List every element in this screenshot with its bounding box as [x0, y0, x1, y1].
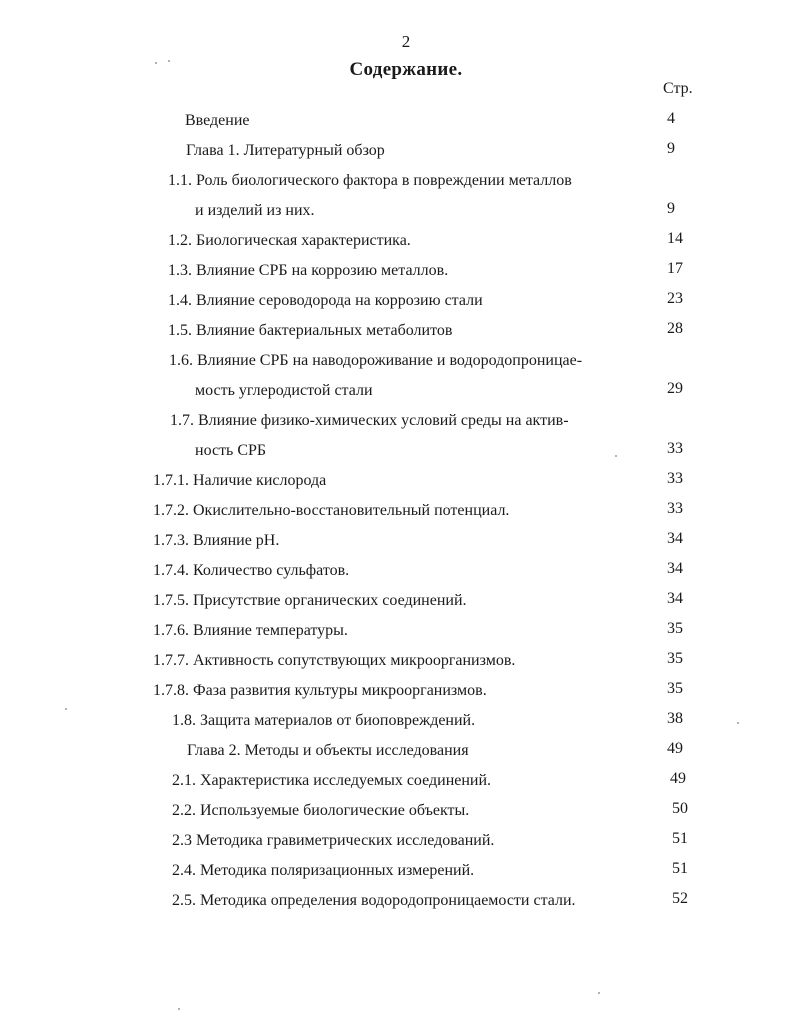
toc-entry-text: 1.7.6. Влияние температуры. — [153, 622, 348, 639]
toc-entry-text: 2.3 Методика гравиметрических исследований. — [172, 832, 495, 849]
toc-entry-text: 1.7. Влияние физико-химических условий среды на актив- — [170, 412, 569, 429]
scan-speck — [65, 708, 67, 710]
toc-entry-page: 50 — [672, 800, 688, 817]
toc-entry-text: 1.1. Роль биологического фактора в повреждении металлов — [168, 172, 572, 189]
toc-entry-page: 38 — [667, 710, 683, 727]
toc-entry-page: 28 — [667, 320, 683, 337]
toc-entry-text: 1.4. Влияние сероводорода на коррозию стали — [168, 292, 483, 309]
toc-entry-text: Введение — [185, 112, 250, 129]
toc-entry-page: 49 — [670, 770, 686, 787]
toc-entry-text: 1.7.2. Окислительно-восстановительный потенциал. — [153, 502, 510, 519]
document-title: Содержание. — [349, 59, 463, 80]
toc-entry-text: 2.1. Характеристика исследуемых соединений. — [172, 772, 492, 789]
toc-entry-page: 4 — [667, 110, 675, 127]
toc-entry-text: 1.7.8. Фаза развития культуры микроорганизмов. — [153, 682, 487, 699]
toc-entry-page: 35 — [667, 680, 683, 697]
toc-entry-text: 2.5. Методика определения водородопроницаемости стали. — [172, 892, 576, 909]
toc-entry-text: 2.4. Методика поляризационных измерений. — [172, 862, 475, 879]
toc-entry-page: 51 — [672, 830, 688, 847]
toc-entry-text: ность СРБ — [195, 442, 267, 459]
toc-entry-text: 1.3. Влияние СРБ на коррозию металлов. — [168, 262, 449, 279]
toc-entry-text: 1.7.7. Активность сопутствующих микроорганизмов. — [153, 652, 516, 669]
page-number: 2 — [401, 32, 411, 51]
toc-entry-page: 34 — [667, 530, 683, 547]
toc-entry-text: Глава 2. Методы и объекты исследования — [187, 742, 469, 759]
toc-entry-page: 23 — [667, 290, 683, 307]
toc-entry-text: 1.7.5. Присутствие органических соединений. — [153, 592, 467, 609]
toc-entry-page: 14 — [667, 230, 683, 247]
toc-entry-text: 1.6. Влияние СРБ на наводороживание и водородопроницае- — [169, 352, 583, 369]
toc-entry-page: 33 — [667, 470, 683, 487]
toc-entry-text: мость углеродистой стали — [195, 382, 373, 399]
toc-entry-page: 17 — [667, 260, 683, 277]
scan-speck — [168, 60, 170, 62]
toc-entry-page: 33 — [667, 440, 683, 457]
toc-entry-page: 35 — [667, 620, 683, 637]
scan-speck — [178, 1008, 180, 1010]
scan-speck — [737, 722, 739, 724]
toc-entry-page: 29 — [667, 380, 683, 397]
toc-entry-text: 1.7.4. Количество сульфатов. — [153, 562, 350, 579]
toc-entry-page: 9 — [667, 200, 675, 217]
toc-entry-text: и изделий из них. — [195, 202, 315, 219]
toc-entry-page: 34 — [667, 560, 683, 577]
toc-entry-page: 49 — [667, 740, 683, 757]
toc-entry-page: 51 — [672, 860, 688, 877]
scan-speck — [598, 992, 600, 994]
toc-entry-page: 33 — [667, 500, 683, 517]
toc-entry-page: 35 — [667, 650, 683, 667]
toc-entry-text: 1.5. Влияние бактериальных метаболитов — [168, 322, 453, 339]
toc-entry-page: 34 — [667, 590, 683, 607]
toc-entry-page: 52 — [672, 890, 688, 907]
toc-entry-text: 1.7.3. Влияние pH. — [153, 532, 280, 549]
toc-entry-text: 1.8. Защита материалов от биоповреждений. — [172, 712, 476, 729]
page-column-header: Стр. — [663, 80, 693, 97]
scan-speck — [155, 62, 157, 64]
toc-entry-text: 2.2. Используемые биологические объекты. — [172, 802, 470, 819]
toc-entry-page: 9 — [667, 140, 675, 157]
toc-entry-text: Глава 1. Литературный обзор — [186, 142, 385, 159]
toc-entry-text: 1.2. Биологическая характеристика. — [168, 232, 411, 249]
toc-entry-text: 1.7.1. Наличие кислорода — [153, 472, 327, 489]
scan-speck — [615, 455, 617, 457]
